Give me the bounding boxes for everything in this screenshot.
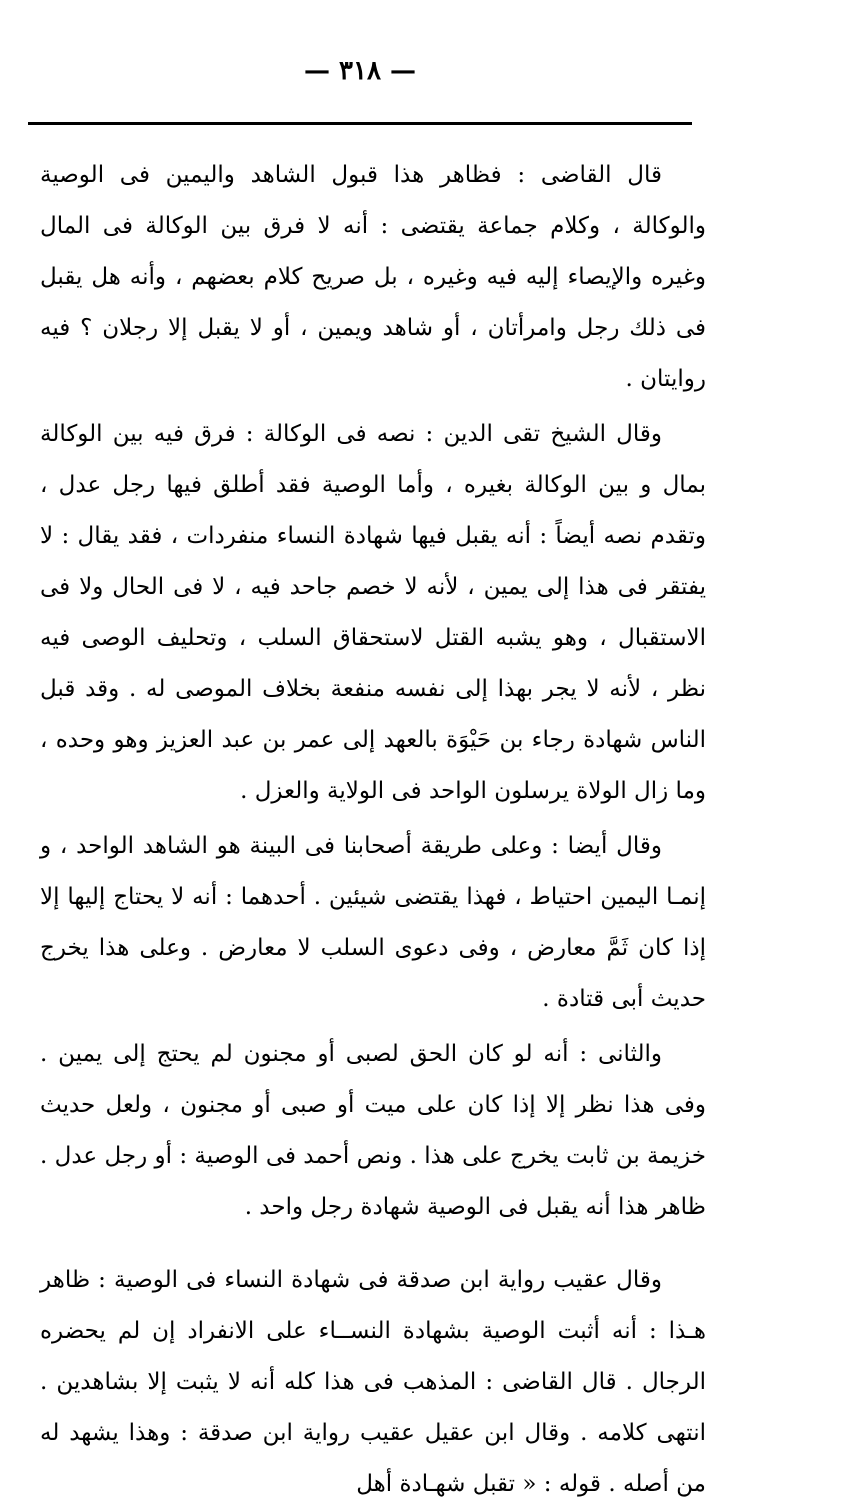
header-rule [28,122,692,125]
paragraph-also-said: وقال أيضا : وعلى طريقة أصحابنا فى البينة هو الشاهد الواحد ، و إنمـا اليمين احتياط ، فهذا يقتضى شيئين . أحدهما : أنه لا يحتاج إليها إلا إذا كان ثَمَّ معارض ، وفى دعوى السلب لا معارض . وعلى هذا يخرج حديث أبى قتادة . [40,833,706,1012]
paragraph-qadi-statement: قال القاضى : فظاهر هذا قبول الشاهد واليمين فى الوصية والوكالة ، وكلام جماعة يقتضى : أنه لا فرق بين الوكالة فى المال وغيره والإيصاء إليه فيه وغيره ، بل صريح كلام بعضهم ، وأنه هل يقبل فى ذلك رجل وامرأتان ، أو شاهد ويمين ، أو لا يقبل إلا رجلان ؟ فيه روايتان . [40,162,706,392]
paragraph-ibn-sadaqa: وقال عقيب رواية ابن صدقة فى شهادة النساء فى الوصية : ظاهر هـذا : أنه أثبت الوصية بشهادة النســاء على الانفراد إن لم يحضره الرجال . قال القاضى : المذهب فى هذا كله أنه لا يثبت إلا بشاهدين . انتهى كلامه . وقال ابن عقيل عقيب رواية ابن صدقة : وهذا يشهد له من أصله . قوله : « تقبل شهـادة أهل [40,1267,706,1497]
paragraph-second-point: والثانى : أنه لو كان الحق لصبى أو مجنون لم يحتج إلى يمين . وفى هذا نظر إلا إذا كان على ميت أو صبى أو مجنون ، ولعل حديث خزيمة بن ثابت يخرج على هذا . ونص أحمد فى الوصية : أو رجل عدل . ظاهر هذا أنه يقبل فى الوصية شهادة رجل واحد . [40,1041,706,1220]
paragraph-taqi-al-din: وقال الشيخ تقى الدين : نصه فى الوكالة : فرق فيه بين الوكالة بمال و بين الوكالة بغيره ، وأما الوصية فقد أطلق فيها رجل عدل ، وتقدم نصه أيضاً : أنه يقبل فيها شهادة النساء منفردات ، فقد يقال : لا يفتقر فى هذا إلى يمين ، لأنه لا خصم جاحد فيه ، لا فى الحال ولا فى الاستقبال ، وهو يشبه القتل لاستحقاق السلب ، وتحليف الوصى فيه نظر ، لأنه لا يجر بهذا إلى نفسه منفعة بخلاف الموصى له . وقد قبل الناس شهادة رجاء بن حَيْوَة بالعهد إلى عمر بن عبد العزيز وهو وحده ، وما زال الولاة يرسلون الواحد فى الولاية والعزل . [40,421,706,804]
body-text [40,150,706,1510]
page-number: — ٣١٨ — [303,56,417,86]
